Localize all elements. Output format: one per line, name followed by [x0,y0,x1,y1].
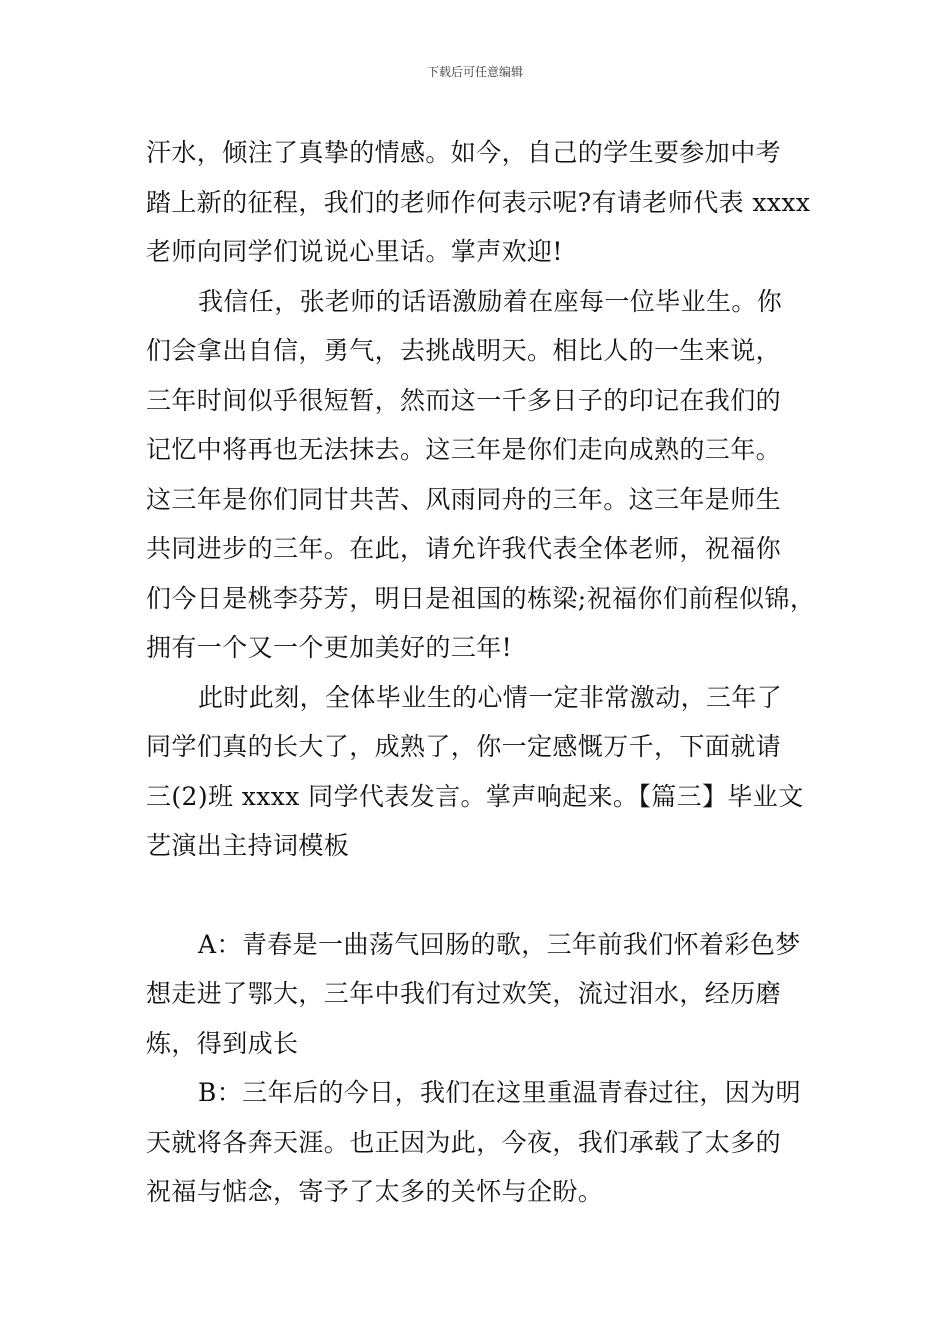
page-header: 下载后可任意编辑 [426,65,523,79]
text-line: 我信任，张老师的话语激励着在座每一位毕业生。你 [198,286,783,316]
text-line: B：三年后的今日，我们在这里重温青春过往，因为明 [198,1078,801,1107]
text-line: 们今日是桃李芬芳，明日是祖国的栋梁;祝福你们前程似锦， [146,583,816,613]
text-line: 祝福与惦念，寄予了太多的关怀与企盼。 [146,1177,604,1206]
text-line: 老师向同学们说说心里话。掌声欢迎! [146,237,563,266]
text-line: 同学们真的长大了，成熟了，你一定感慨万千，下面就请 [146,732,782,761]
text-line: 共同进步的三年。在此，请允许我代表全体老师，祝福你 [146,534,782,563]
paragraph-2 [146,277,816,673]
document-body [146,128,816,1217]
text-line: 汗水，倾注了真挚的情感。如今，自己的学生要参加中考 [146,138,782,167]
blank-line [146,871,812,920]
text-line: 拥有一个又一个更加美好的三年! [146,633,513,662]
text-line: 记忆中将再也无法抹去。这三年是你们走向成熟的三年。 [146,435,782,464]
paragraph-4 [146,920,812,1069]
text-line: 艺演出主持词模板 [146,831,350,860]
paragraph-1 [146,128,812,277]
text-line: 们会拿出自信，勇气，去挑战明天。相比人的一生来说， [146,336,782,365]
text-line: 炼，得到成长 [146,1028,299,1058]
text-line: 这三年是你们同甘共苦、风雨同舟的三年。这三年是师生 [146,484,782,514]
text-line: 三(2)班 xxxx 同学代表发言。掌声响起来。【篇三】毕业文 [146,781,804,811]
paragraph-5 [146,1068,812,1217]
text-line: 踏上新的征程，我们的老师作何表示呢?有请老师代表 xxxx [146,187,811,217]
text-line: 此时此刻，全体毕业生的心情一定非常激动，三年了 [198,682,783,712]
text-line: 想走进了鄂大，三年中我们有过欢笑，流过泪水，经历磨 [146,979,782,1008]
text-line: A：青春是一曲荡气回肠的歌，三年前我们怀着彩色梦 [198,929,801,959]
text-line: 天就将各奔天涯。也正因为此，今夜，我们承载了太多的 [146,1127,782,1157]
text-line: 三年时间似乎很短暂，然而这一千多日子的印记在我们的 [146,385,782,415]
paragraph-3 [146,673,812,871]
